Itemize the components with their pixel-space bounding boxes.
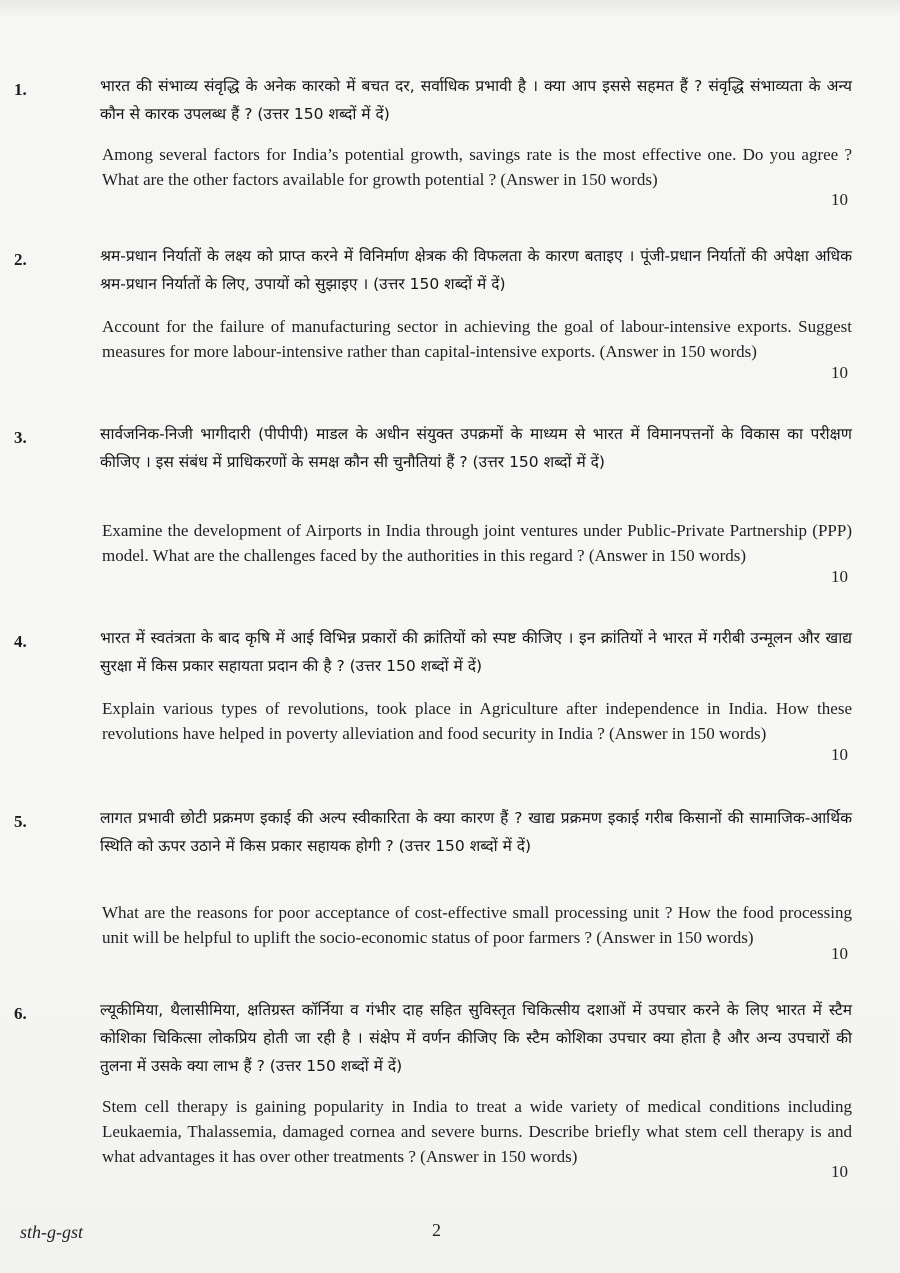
question-english-text: Account for the failure of manufacturing sector in achieving the goal of labour-intensive exports. Suggest measures for more labour-intensive rather than capital-intensive exports. (Answer in 150 words)	[102, 317, 852, 361]
question-english-text: Examine the development of Airports in India through joint ventures under Public-Private Partnership (PPP) model. What are the challenges faced by the authorities in this regard ? (Answer in 150 words)	[102, 521, 852, 565]
question-marks: 10	[831, 944, 848, 963]
question-marks: 10	[831, 190, 848, 209]
question-english-text: Among several factors for India’s potential growth, savings rate is the most effective one. Do you agree ? What are the other factors available for growth potential ? (Answer in 150 words)	[102, 145, 852, 189]
question-number: 2.	[14, 250, 27, 269]
question-marks: 10	[831, 1162, 848, 1181]
question-hindi-text: ल्यूकीमिया, थैलासीमिया, क्षतिग्रस्त कॉर्निया व गंभीर दाह सहित सुविस्तृत चिकित्सीय दशाओं में उपचार करने के लिए भारत में स्टैम कोशिका चिकित्सा लोकप्रिय होती जा रही है । संक्षेप में वर्णन कीजिए कि स्टैम कोशिका उपचार क्या होता है और अन्य उपचारों की तुलना में उसके क्या लाभ हैं ? (उत्तर 150 शब्दों में दें)	[100, 1001, 852, 1075]
question-hindi-text: सार्वजनिक-निजी भागीदारी (पीपीपी) माडल के अधीन संयुक्त उपक्रमों के माध्यम से भारत में विमानपत्तनों के विकास का परीक्षण कीजिए । इस संबंध में प्राधिकरणों के समक्ष कौन सी चुनौतियां हैं ? (उत्तर 150 शब्दों में दें)	[100, 425, 852, 471]
question-english-text: Stem cell therapy is gaining popularity in India to treat a wide variety of medical conditions including Leukaemia, Thalassemia, damaged cornea and severe burns. Describe briefly what stem cell therapy is and what advantages it has over other treatments ? (Answer in 150 words)	[102, 1097, 852, 1166]
question-number: 4.	[14, 632, 27, 651]
page-number: 2	[432, 1220, 441, 1240]
question-hindi-text: भारत में स्वतंत्रता के बाद कृषि में आई विभिन्न प्रकारों की क्रांतियों को स्पष्ट कीजिए । इन क्रांतियों ने भारत में गरीबी उन्मूलन और खाद्य सुरक्षा में किस प्रकार सहायता प्रदान की है ? (उत्तर 150 शब्दों में दें)	[100, 629, 852, 675]
question-number: 6.	[14, 1004, 27, 1023]
question-marks: 10	[831, 567, 848, 586]
question-english-text: Explain various types of revolutions, took place in Agriculture after independence in India. How these revolutions have helped in poverty alleviation and food security in India ? (Answer in 150 words)	[102, 699, 852, 743]
question-number: 1.	[14, 80, 27, 99]
question-marks: 10	[831, 745, 848, 764]
paper-code: sth-g-gst	[20, 1222, 83, 1242]
question-marks: 10	[831, 363, 848, 382]
question-hindi-text: श्रम-प्रधान निर्यातों के लक्ष्य को प्राप्त करने में विनिर्माण क्षेत्रक की विफलता के कारण बताइए । पूंजी-प्रधान निर्यातों की अपेक्षा अधिक श्रम-प्रधान निर्यातों के लिए, उपायों को सुझाइए । (उत्तर 150 शब्दों में दें)	[100, 247, 852, 293]
question-number: 3.	[14, 428, 27, 447]
question-hindi-text: लागत प्रभावी छोटी प्रक्रमण इकाई की अल्प स्वीकारिता के क्या कारण हैं ? खाद्य प्रक्रमण इकाई गरीब किसानों की सामाजिक-आर्थिक स्थिति को ऊपर उठाने में किस प्रकार सहायक होगी ? (उत्तर 150 शब्दों में दें)	[100, 809, 852, 855]
question-number: 5.	[14, 812, 27, 831]
question-english-text: What are the reasons for poor acceptance of cost-effective small processing unit ? How the food processing unit will be helpful to uplift the socio-economic status of poor farmers ? (Answer in 150 words)	[102, 903, 852, 947]
question-hindi-text: भारत की संभाव्य संवृद्धि के अनेक कारको में बचत दर, सर्वाधिक प्रभावी है । क्या आप इससे सहमत हैं ? संवृद्धि संभाव्यता के अन्य कौन से कारक उपलब्ध हैं ? (उत्तर 150 शब्दों में दें)	[100, 77, 852, 123]
